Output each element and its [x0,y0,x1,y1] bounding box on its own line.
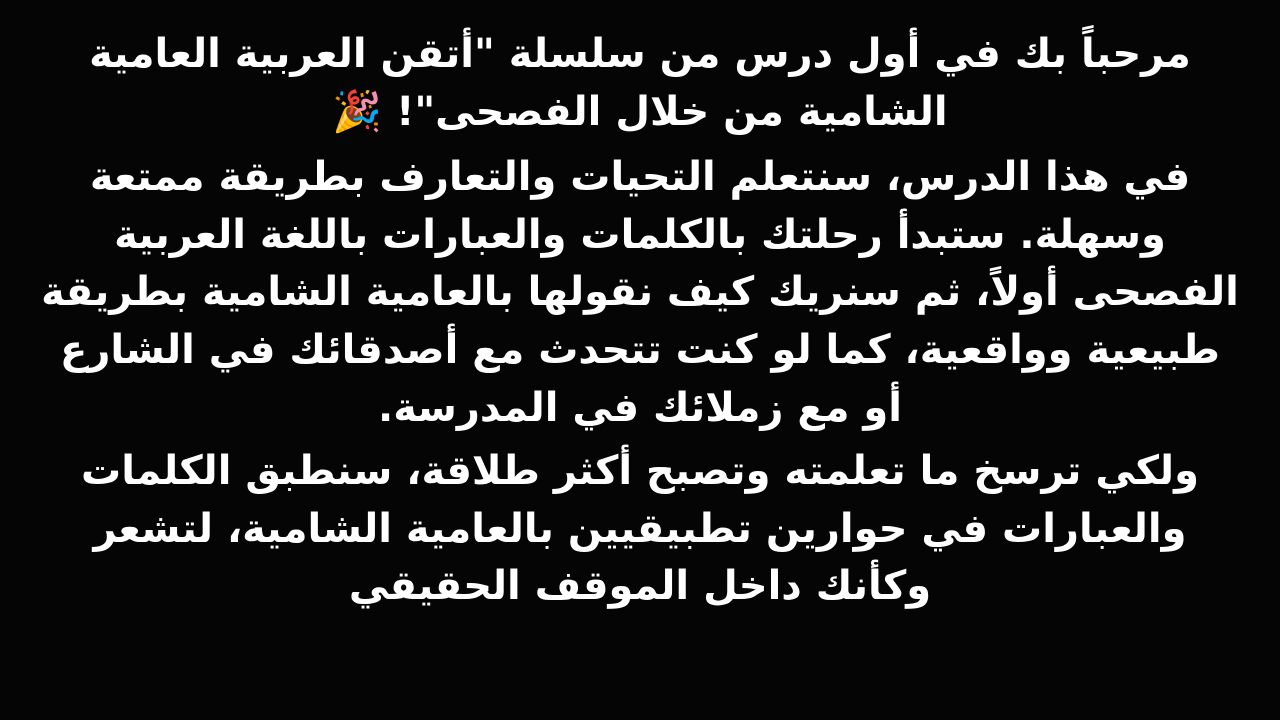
intro-paragraph: مرحباً بك في أول درس من سلسلة "أتقن العربية العامية الشامية من خلال الفصحى"! 🎉 [89,31,1191,135]
practice-note-paragraph: ولكي ترسخ ما تعلمته وتصبح أكثر طلاقة، سنطبق الكلمات والعبارات في حوارين تطبيقيين بالعامية الشامية، لتشعر وكأنك داخل الموقف الحقيقي [81,448,1199,610]
lesson-description-paragraph: في هذا الدرس، سنتعلم التحيات والتعارف بطريقة ممتعة وسهلة. ستبدأ رحلتك بالكلمات والعبارات باللغة العربية الفصحى أولاً، ثم سنريك كيف نقولها بالعامية الشامية بطريقة طبيعية وواقعية، كما لو كنت تتحدث مع أصدقائك في الشارع أو مع زملائك في المدرسة. [41,154,1239,431]
